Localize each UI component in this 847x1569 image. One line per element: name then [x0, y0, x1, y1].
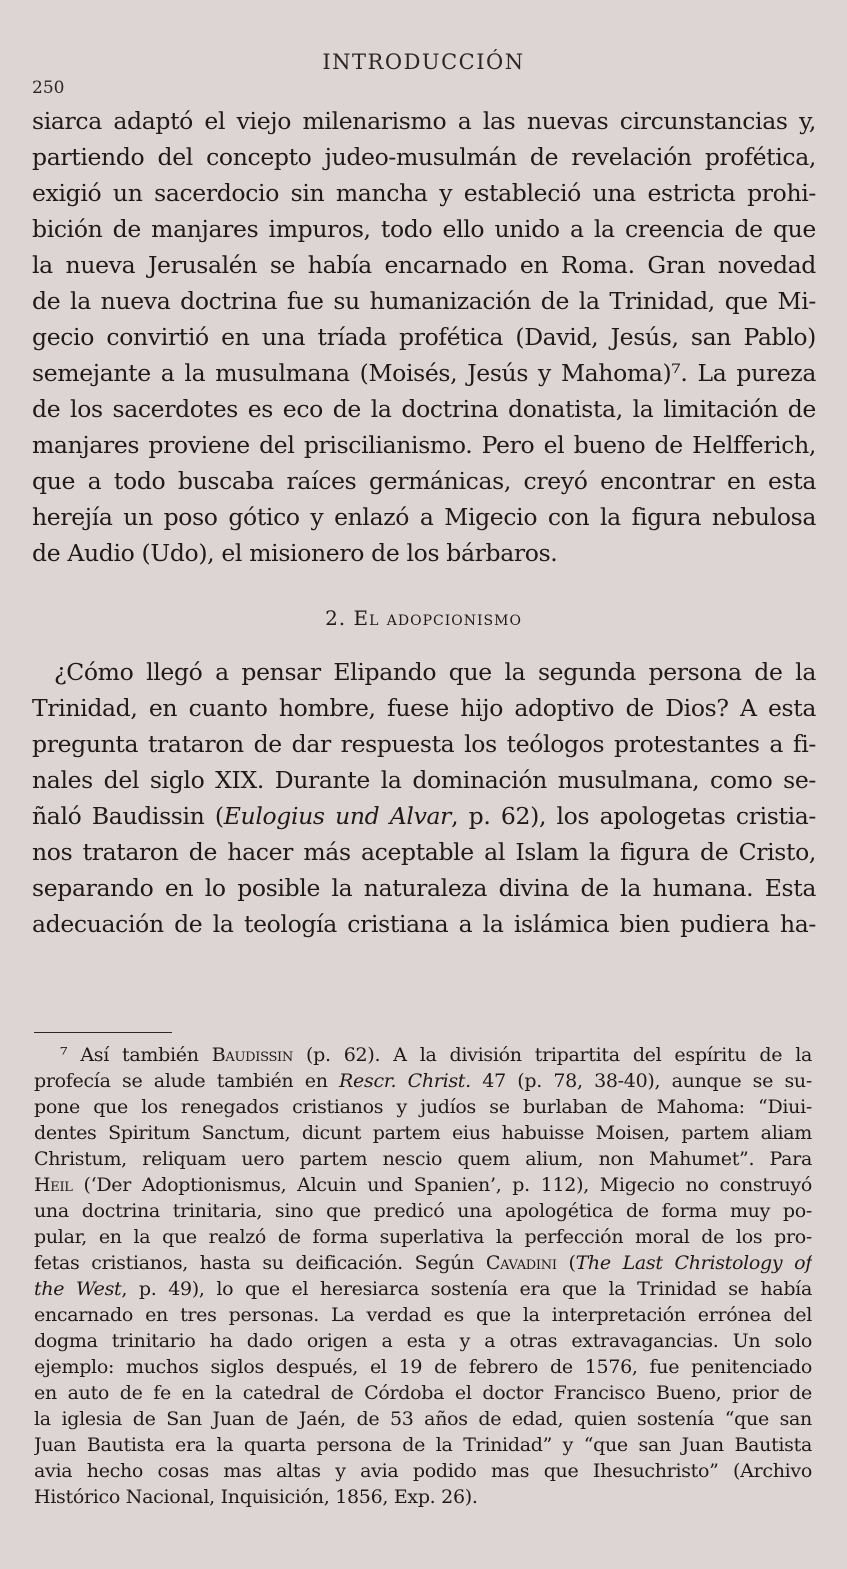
footnote-line: avia hecho cosas mas altas y avia podido mas que Ihesuchristo” (Archivo: [34, 1460, 812, 1482]
text-line: siarca adaptó el viejo milenarismo a las nuevas circunstancias y,: [32, 107, 816, 135]
footnote-line: en auto de fe en la catedral de Córdoba el doctor Francisco Bueno, prior de: [34, 1382, 812, 1404]
text-line: bición de manjares impuros, todo ello unido a la creencia de que: [32, 215, 816, 243]
page-number: 250: [32, 78, 65, 98]
italic-title: Eulogius und Alvar: [223, 802, 452, 830]
footnote-line: Christum, reliquam uero partem nescio quem alium, non Mahumet”. Para: [34, 1148, 812, 1170]
text-run: Así también: [67, 1044, 212, 1066]
footnote-line: ejemplo: muchos siglos después, el 19 de febrero de 1576, fue penitenciado: [34, 1356, 812, 1378]
text-line: de Audio (Udo), el misionero de los bárbaros.: [32, 539, 558, 567]
text-line: exigió un sacerdocio sin mancha y estableció una estricta prohi-: [32, 179, 816, 207]
author-name: Baudissin: [211, 1044, 293, 1066]
text-run: 47 (p. 78, 38-40), aunque se su-: [470, 1070, 812, 1092]
text-run: ñaló Baudissin (: [32, 802, 224, 830]
footnote-line: [34, 1069, 812, 1094]
text-line: de los sacerdotes es eco de la doctrina donatista, la limitación de: [32, 395, 816, 423]
running-head-title: INTRODUCCIÓN: [322, 50, 525, 74]
italic-title: the West: [34, 1278, 122, 1300]
text-run: profecía se alude también en: [34, 1070, 340, 1092]
text-line: nos trataron de hacer más aceptable al Islam la figura de Cristo,: [32, 838, 816, 866]
text-run: (‘Der Adoptionismus, Alcuin und Spanien’, p. 112), Migecio no construyó: [72, 1174, 812, 1196]
text-line: Trinidad, en cuanto hombre, fuese hijo adoptivo de Dios? A esta: [32, 694, 816, 722]
text-run: , p. 62), los apologetas cristia-: [451, 802, 816, 830]
text-line: ¿Cómo llegó a pensar Elipando que la segunda persona de la: [54, 658, 816, 686]
text-line: [32, 801, 816, 831]
footnote-line: [34, 1277, 812, 1302]
text-run: fetas cristianos, hasta su deificación. Según: [34, 1252, 486, 1274]
text-run: (p. 62). A la división tripartita del espíritu de la: [292, 1044, 812, 1066]
footnote-line: dentes Spiritum Sanctum, dicunt partem eius habuisse Moisen, partem aliam: [34, 1122, 812, 1144]
text-line: la nueva Jerusalén se había encarnado en Roma. Gran novedad: [32, 251, 816, 279]
text-run: , p. 49), lo que el heresiarca sostenía era que la Trinidad se había: [121, 1278, 812, 1300]
italic-title: Rescr. Christ.: [339, 1070, 471, 1092]
text-line: separando en lo posible la naturaleza divina de la humana. Esta: [32, 874, 816, 902]
footnote-line: dogma trinitario ha dado origen a esta y a otras extravagancias. Un solo: [34, 1330, 812, 1352]
footnote-line: [34, 1043, 812, 1068]
italic-title: The Last Christology of: [575, 1252, 812, 1274]
section-title: El adopcionismo: [353, 606, 522, 630]
text-line: herejía un poso gótico y enlazó a Migecio con la figura nebulosa: [32, 503, 816, 531]
text-line: manjares proviene del priscilianismo. Pero el bueno de Helfferich,: [32, 431, 816, 459]
footnote-line: encarnado en tres personas. La verdad es que la interpretación errónea del: [34, 1304, 812, 1326]
footnote-line: Histórico Nacional, Inquisición, 1856, Exp. 26).: [34, 1486, 478, 1508]
footnote-line: la iglesia de San Juan de Jaén, de 53 años de edad, quien sostenía “que san: [34, 1408, 812, 1430]
text-line: pregunta trataron de dar respuesta los teólogos protestantes a fi-: [32, 730, 816, 758]
text-run: (: [556, 1252, 576, 1274]
footnote-line: pular, en la que realzó de forma superlativa la perfección moral de los pro-: [34, 1226, 812, 1248]
section-number: 2.: [325, 606, 347, 630]
text-line: gecio convirtió en una tríada profética (David, Jesús, san Pablo): [32, 323, 816, 351]
footnote-line: una doctrina trinitaria, sino que predicó una apologética de forma muy po-: [34, 1200, 812, 1222]
section-heading: [0, 606, 847, 630]
author-name: Heil: [34, 1174, 73, 1196]
text-line: semejante a la musulmana (Moisés, Jesús y Mahoma)⁷. La pureza: [32, 359, 816, 387]
footnote-line: pone que los renegados cristianos y judíos se burlaban de Mahoma: “Diui-: [34, 1096, 812, 1118]
text-line: nales del siglo XIX. Durante la dominación musulmana, como se-: [32, 766, 816, 794]
footnote-line: [34, 1173, 812, 1198]
text-line: adecuación de la teología cristiana a la islámica bien pudiera ha-: [32, 910, 816, 938]
text-line: que a todo buscaba raíces germánicas, creyó encontrar en esta: [32, 467, 816, 495]
text-line: de la nueva doctrina fue su humanización de la Trinidad, que Mi-: [32, 287, 816, 315]
footnote-line: [34, 1251, 812, 1276]
footnote-rule: [34, 1032, 172, 1033]
footnote-line: Juan Bautista era la quarta persona de la Trinidad” y “que san Juan Bautista: [34, 1434, 812, 1456]
text-line: partiendo del concepto judeo-musulmán de revelación profética,: [32, 143, 816, 171]
footnote-marker: ⁷: [60, 1044, 68, 1066]
author-name: Cavadini: [485, 1252, 557, 1274]
